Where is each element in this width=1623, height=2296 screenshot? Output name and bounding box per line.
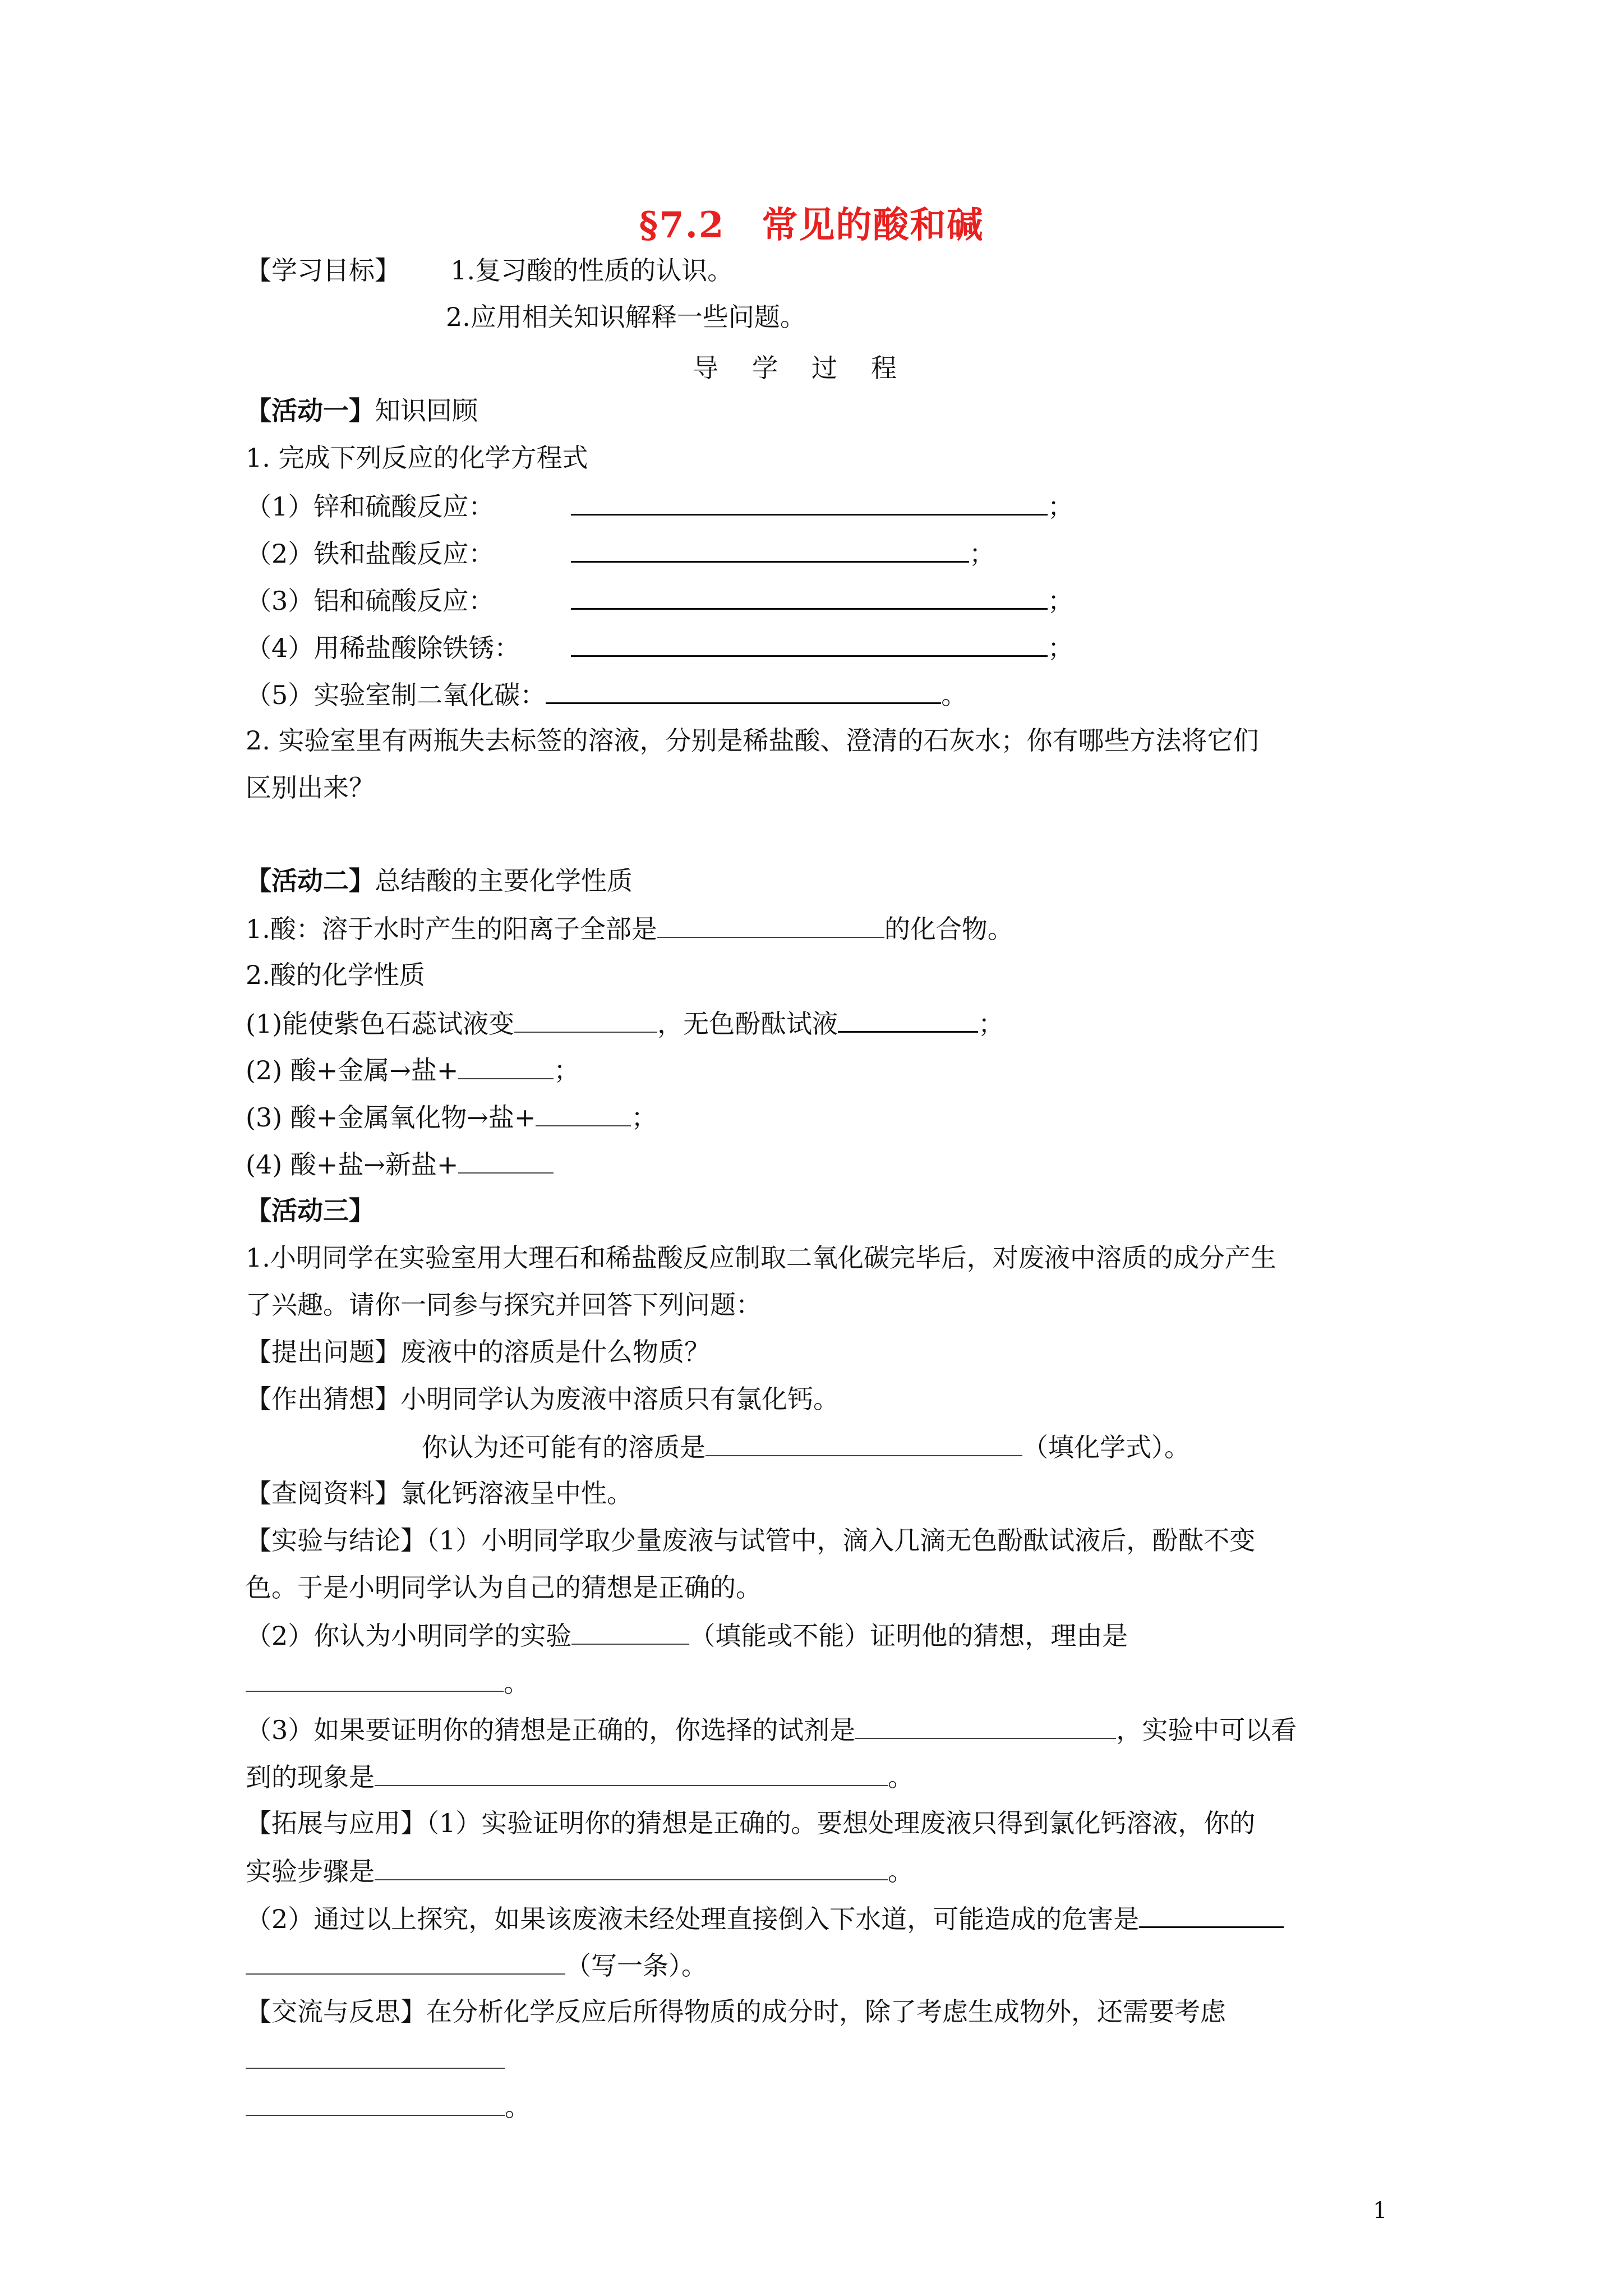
goals-line-2 — [446, 300, 806, 334]
phenomenon-blank[interactable] — [375, 1759, 888, 1786]
reflection-row: 【交流与反思】在分析化学反应后所得物质的成分时，除了考虑生成物外，还需要考虑 — [246, 1996, 1226, 2027]
experiment-row-1: 【实验与结论】（1）小明同学取少量废液与试管中，滴入几滴无色酚酞试液后，酚酞不变 — [246, 1525, 1256, 1556]
reaction-row-4: （4）用稀盐酸除铁锈： ； — [246, 629, 1073, 665]
experiment-row-1b: 色。于是小明同学认为自己的猜想是正确的。 — [246, 1572, 762, 1603]
reaction-label-3: （3）铝和硫酸反应： — [246, 586, 495, 616]
activity1-heading — [246, 394, 478, 427]
activity3-intro-2: 了兴趣。请你一同参与探究并回答下列问题： — [246, 1290, 762, 1320]
acid-definition: 1.酸：溶于水时产生的阳离子全部是 的化合物。 — [246, 911, 1013, 946]
extension-row-2: （2）通过以上探究，如果该废液未经处理直接倒入下水道，可能造成的危害是 — [246, 1901, 1284, 1936]
phenolphthalein-blank[interactable] — [838, 1005, 978, 1033]
info-row: 【查阅资料】氯化钙溶液呈中性。 — [246, 1478, 633, 1508]
extension-row-1b: 实验步骤是 。 — [246, 1853, 914, 1888]
solute-formula-blank[interactable] — [706, 1429, 1022, 1456]
experiment-row-3b: 到的现象是 。 — [246, 1759, 914, 1794]
reflection-blank-2[interactable] — [246, 2089, 505, 2116]
reaction-label-2: （2）铁和盐酸反应： — [246, 539, 495, 569]
answer-blank-1[interactable] — [571, 488, 1048, 516]
answer-blank-5[interactable] — [546, 677, 941, 704]
reaction-label-5: （5）实验室制二氧化碳： — [246, 680, 546, 710]
property-row-2: (2) 酸+金属→盐+ ； — [246, 1052, 579, 1087]
experiment-row-3: （3）如果要证明你的猜想是正确的，你选择的试剂是 ，实验中可以看 — [246, 1712, 1297, 1747]
reaction-row-2: （2）铁和盐酸反应： ； — [246, 535, 995, 570]
reaction-label-1: （1）锌和硫酸反应： — [246, 491, 495, 522]
answer-blank-3[interactable] — [571, 582, 1048, 610]
reflection-blank-row-2: 。 — [246, 2089, 531, 2124]
reflection-blank-row-1 — [246, 2042, 505, 2077]
reaction-row-1: （1）锌和硫酸反应： ； — [246, 488, 1073, 523]
cation-blank[interactable] — [657, 911, 884, 938]
harm-blank-b[interactable] — [246, 1948, 565, 1975]
goal-item-1: 1.复习酸的性质的认识。 — [450, 255, 734, 286]
goals-line-1 — [246, 254, 733, 287]
page-title: §7.2 常见的酸和碱 — [639, 204, 984, 246]
steps-blank[interactable] — [375, 1853, 888, 1880]
reaction-row-3: （3）铝和硫酸反应： ； — [246, 582, 1073, 618]
extension-row-2b: （写一条）。 — [246, 1948, 707, 1982]
litmus-blank[interactable] — [514, 1006, 657, 1033]
guess-row: 【作出猜想】小明同学认为废液中溶质只有氯化钙。 — [246, 1384, 839, 1414]
activity2-label: 【活动二】 — [246, 866, 375, 896]
answer-blank-4[interactable] — [571, 629, 1048, 657]
reflection-blank-1[interactable] — [246, 2042, 505, 2069]
activity2-title: 总结酸的主要化学性质 — [375, 866, 633, 896]
property-row-4: (4) 酸+盐→新盐+ — [246, 1147, 554, 1181]
experiment-row-2b: 。 — [246, 1665, 529, 1700]
reaction-row-5: （5）实验室制二氧化碳： 。 — [246, 677, 967, 712]
activity3-intro-1: 1.小明同学在实验室用大理石和稀盐酸反应制取二氧化碳完毕后，对废液中溶质的成分产生 — [246, 1243, 1276, 1273]
activity1-label: 【活动一】 — [246, 395, 375, 426]
reason-blank[interactable] — [246, 1665, 504, 1692]
metal-product-blank[interactable] — [458, 1052, 554, 1079]
process-heading: 导学过程 — [693, 353, 930, 383]
acid-properties-heading: 2.酸的化学性质 — [246, 960, 425, 990]
activity2-heading — [246, 864, 633, 898]
activity1-q2-line1: 2. 实验室里有两瓶失去标签的溶液，分别是稀盐酸、澄清的石灰水；你有哪些方法将它们 — [246, 725, 1259, 756]
activity1-q2-line2: 区别出来？ — [246, 772, 375, 803]
reaction-label-4: （4）用稀盐酸除铁锈： — [246, 633, 520, 663]
question-row: 【提出问题】废液中的溶质是什么物质？ — [246, 1337, 710, 1367]
harm-blank-a[interactable] — [1139, 1901, 1284, 1928]
page-number: 1 — [1373, 2198, 1387, 2224]
goal-item-2: 2.应用相关知识解释一些问题。 — [446, 302, 806, 332]
salt-product-blank[interactable] — [458, 1147, 554, 1174]
can-or-cannot-blank[interactable] — [571, 1618, 689, 1645]
guess-row-2: 你认为还可能有的溶质是 （填化学式）。 — [422, 1429, 1190, 1464]
experiment-row-2: （2）你认为小明同学的实验 （填能或不能）证明他的猜想，理由是 — [246, 1618, 1128, 1653]
activity3-label: 【活动三】 — [246, 1195, 375, 1226]
answer-blank-2[interactable] — [571, 535, 969, 563]
activity1-q1: 1. 完成下列反应的化学方程式 — [246, 443, 588, 473]
property-row-1: (1)能使紫色石蕊试液变 ，无色酚酞试液 ； — [246, 1005, 1004, 1041]
oxide-product-blank[interactable] — [536, 1099, 631, 1126]
activity1-title: 知识回顾 — [375, 395, 478, 426]
property-row-3: (3) 酸+金属氧化物→盐+ ； — [246, 1099, 657, 1134]
goals-label: 【学习目标】 — [246, 255, 400, 286]
reagent-blank[interactable] — [855, 1712, 1116, 1739]
extension-row-1: 【拓展与应用】（1）实验证明你的猜想是正确的。要想处理废液只得到氯化钙溶液，你的 — [246, 1808, 1256, 1838]
